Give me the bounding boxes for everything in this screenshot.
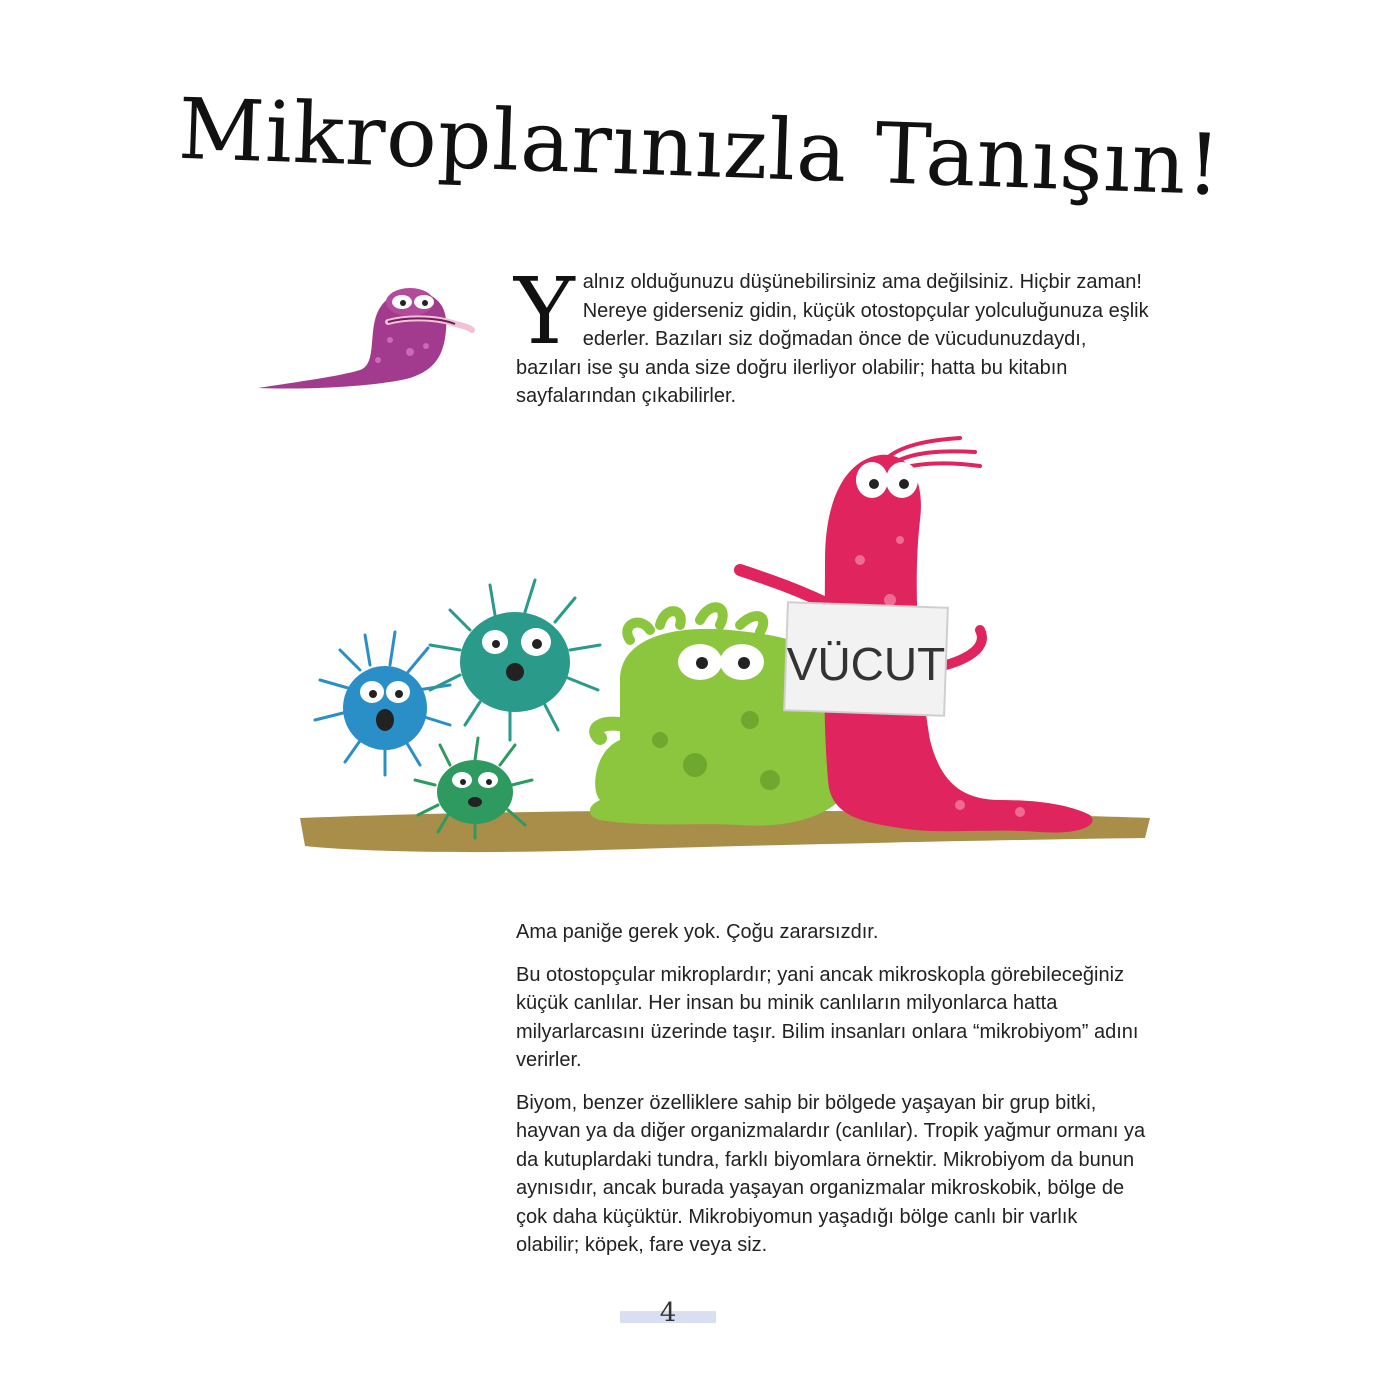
microbes-illustration bbox=[300, 420, 1150, 890]
sign-text: VÜCUT bbox=[786, 638, 946, 690]
blue-microbe bbox=[315, 632, 450, 775]
drop-cap: Y bbox=[514, 258, 575, 365]
page-title: Mikroplarınızla Tanışın! bbox=[176, 79, 1224, 215]
page-number: 4 bbox=[659, 1298, 677, 1328]
intro-text: alnız olduğunuzu düşünebilirsiniz ama değilsiniz. Hiçbir zaman! Nereye giderseniz gidin, küçük otostopçular yolculuğunuza eşlik ederler. Bazıları siz doğmadan önce de vücudunuzdaydı, bazıları ise şu anda size doğru ilerliyor olabilir; hatta bu kitabın sayfalarından çıkabilirler. bbox=[516, 271, 1149, 407]
paragraph: Biyom, benzer özelliklere sahip bir bölgede yaşayan bir grup bitki, hayvan ya da diğer organizmalardır (canlılar). Tropik yağmur ormanı ya da kutuplardaki tundra, farklı biyomlara örnektir. Mikrobiyom da bunun aynısıdır, ancak burada yaşayan organizmalar mikroskobik, bölge de çok daha küçüktür. Mikrobiyomun yaşadığı bölge canlı bir varlık olabilir; köpek, fare veya siz. bbox=[516, 1091, 1146, 1256]
vucut-sign bbox=[784, 602, 948, 716]
intro-paragraph bbox=[514, 258, 1156, 411]
paragraph: Ama paniğe gerek yok. Çoğu zararsızdır. bbox=[516, 921, 879, 943]
paragraph: Bu otostopçular mikroplardır; yani ancak mikroskopla görebileceğiniz küçük canlılar. Her insan bu minik canlıların milyonlarca hatta milyarlarcasını üzerinde taşır. Bilim insanları onlara “mikrobiyom” adını verirler. bbox=[516, 963, 1139, 1071]
teal-microbe bbox=[430, 580, 600, 740]
body-text bbox=[516, 918, 1146, 1274]
purple-slug-microbe-illustration bbox=[250, 280, 480, 400]
